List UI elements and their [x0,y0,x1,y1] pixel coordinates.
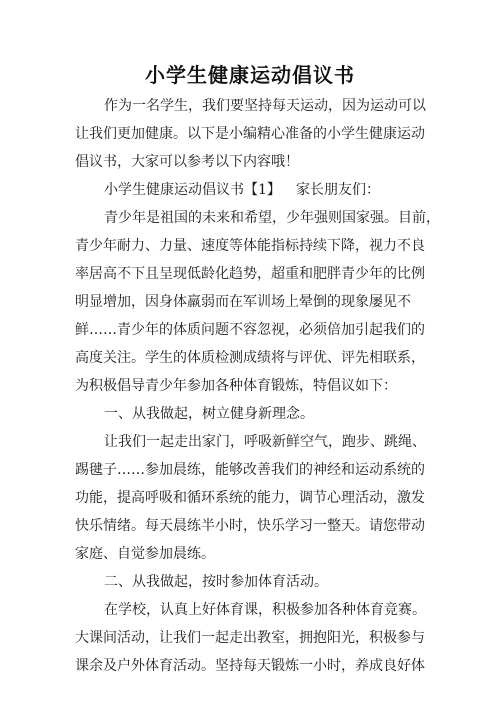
text-line: 明显增加，因身体羸弱而在军训场上晕倒的现象屡见不 [75,294,411,310]
text-line: 倡议书，大家可以参考以下内容哦！ [75,154,299,170]
text-line: 功能，提高呼吸和循环系统的能力，调节心理活动，激发 [75,490,425,506]
section-heading: 小学生健康运动倡议书【1】 [104,182,281,198]
text-line: 踢毽子……参加晨练，能够改善我们的神经和运动系统的 [75,462,425,478]
text-line: 让我们一起走出家门，呼吸新鲜空气，跑步、跳绳、 [104,434,426,450]
text-line: 青少年是祖国的未来和希望，少年强则国家强。目前， [104,210,440,226]
text-line: 鲜……青少年的体质问题不容忽视，必须倍加引起我们的 [75,322,425,338]
text-line: 作为一名学生，我们要坚持每天运动，因为运动可以 [104,98,426,114]
text-line: 高度关注。学生的体质检测成绩将与评优、评先相联系， [75,350,425,366]
text-line: 家庭、自觉参加晨练。 [75,546,215,562]
section-heading: 一、从我做起，树立健身新理念。 [104,406,314,422]
text-line: 青少年耐力、力量、速度等体能指标持续下降，视力不良 [75,238,425,254]
text-line: 快乐情绪。每天晨练半小时，快乐学习一整天。请您带动 [75,518,425,534]
text-line: 课余及户外体育活动。坚持每天锻炼一小时，养成良好体 [75,658,425,674]
salutation: 家长朋友们： [296,182,380,198]
text-line: 率居高不下且呈现低龄化趋势，超重和肥胖青少年的比例 [75,266,425,282]
text-line: 为积极倡导青少年参加各种体育锻炼，特倡议如下： [75,378,397,394]
document-title: 小学生健康运动倡议书 [145,63,355,87]
text-line: 在学校，认真上好体育课，积极参加各种体育竞赛。 [104,602,426,618]
text-line: 大课间活动，让我们一起走出教室，拥抱阳光，积极参与 [75,630,425,646]
section-heading: 二、从我做起，按时参加体育活动。 [104,574,328,590]
text-line: 让我们更加健康。以下是小编精心准备的小学生健康运动 [75,126,425,142]
